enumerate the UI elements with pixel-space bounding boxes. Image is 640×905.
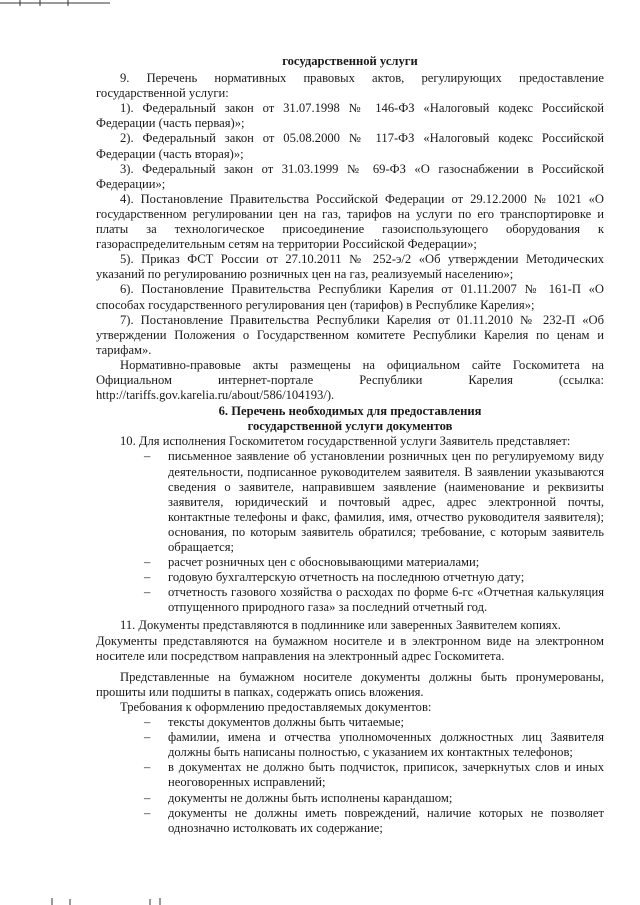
dash-bullet: – xyxy=(144,585,151,600)
list-item-text: годовую бухгалтерскую отчетность на последнюю отчетную дату; xyxy=(168,570,525,585)
paragraph-10: 10. Для исполнения Госкомитетом государственной услуги Заявитель представляет: xyxy=(120,434,571,449)
list-item xyxy=(144,791,604,806)
act-item: 1). Федеральный закон от 31.07.1998 № 146-ФЗ «Налоговый кодекс Российской Федерации (часть первая)»; xyxy=(96,101,604,131)
paragraph-requirements: Требования к оформлению предоставляемых документов: xyxy=(120,699,432,714)
dash-bullet: – xyxy=(144,555,151,570)
act-item: 4). Постановление Правительства Российской Федерации от 29.12.2000 № 1021 «О государственном регулировании цен на газ, тарифов на услуги по его транспортировке и платы за технологическое присоединение газоиспользующего оборудования к газораспределительным сетям на территории Российской Федерации»; xyxy=(96,191,604,252)
list-item-text: в документах не должно быть подчисток, приписок, зачеркнутых слов и иных неоговоренных исправлений; xyxy=(168,760,604,790)
paragraph-11: 11. Документы представляются в подлиннике или заверенных Заявителем копиях. xyxy=(120,618,561,633)
header-title: государственной услуги xyxy=(282,54,418,68)
paragraph-11-continued: Документы представляются на бумажном носителе и в электронном виде на электронном носителе или посредством направления на электронный адрес Госкомитета. xyxy=(96,633,604,663)
list-item xyxy=(144,806,604,836)
dash-bullet: – xyxy=(144,790,151,805)
section-6-title-line1: 6. Перечень необходимых для предоставления xyxy=(218,404,482,419)
list-item xyxy=(144,730,604,760)
list-item-text: фамилии, имена и отчества уполномоченных должностных лиц Заявителя должны быть написаны полностью, с указанием их контактных телефонов; xyxy=(168,730,604,760)
act-item: 2). Федеральный закон от 05.08.2000 № 117-ФЗ «Налоговый кодекс Российской Федерации (часть вторая)»; xyxy=(96,131,604,161)
dash-bullet: – xyxy=(144,715,151,730)
list-item xyxy=(144,555,604,570)
paragraph-9: 9. Перечень нормативных правовых актов, регулирующих предоставление государственной услуги: xyxy=(96,71,604,101)
act-item: 3). Федеральный закон от 31.03.1999 № 69-ФЗ «О газоснабжении в Российской Федерации»; xyxy=(96,161,604,191)
list-item-text: тексты документов должны быть читаемые; xyxy=(168,715,404,730)
paragraph-paper-documents: Представленные на бумажном носителе документы должны быть пронумерованы, прошиты или подшиты в папках, содержать опись вложения. xyxy=(96,669,604,699)
section-6-title-line2: государственной услуги документов xyxy=(247,419,453,434)
list-item xyxy=(144,585,604,615)
dash-bullet: – xyxy=(144,805,151,820)
list-item xyxy=(144,449,604,555)
section-6-title xyxy=(96,404,604,434)
list-item-text: отчетность газового хозяйства о расходах по форме 6-гс «Отчетная калькуляция отпущенного природного газа» за последний отчетный год. xyxy=(168,585,604,615)
list-item xyxy=(144,760,604,790)
list-item-text: расчет розничных цен с обосновывающими материалами; xyxy=(168,555,480,570)
acts-location-note: Нормативно-правовые акты размещены на официальном сайте Госкомитета на Официальном интернет-портале Республики Карелия (ссылка: http://tariffs.gov.karelia.ru/about/586/104193/). xyxy=(96,357,604,403)
act-item: 6). Постановление Правительства Республики Карелия от 01.11.2007 № 161-П «О способах государственного регулирования цен (тарифов) в Республике Карелия»; xyxy=(96,282,604,312)
document-page xyxy=(96,54,604,836)
act-item: 5). Приказ ФСТ России от 27.10.2011 № 252-э/2 «Об утверждении Методических указаний по регулированию розничных цен на газ, реализуемый населению»; xyxy=(96,252,604,282)
list-item xyxy=(144,715,604,730)
dash-bullet: – xyxy=(144,449,151,464)
list-item xyxy=(144,570,604,585)
dash-bullet: – xyxy=(144,760,151,775)
list-item-text: документы не должны иметь повреждений, наличие которых не позволяет однозначно истолковать их содержание; xyxy=(168,805,604,835)
dash-bullet: – xyxy=(144,730,151,745)
list-item-text: документы не должны быть исполнены карандашом; xyxy=(168,790,453,805)
act-item: 7). Постановление Правительства Республики Карелия от 01.11.2010 № 232-П «Об утверждении Положения о Государственном комитете Республики Карелия по ценам и тарифам». xyxy=(96,312,604,357)
list-item-text: письменное заявление об установлении розничных цен по регулируемому виду деятельности, подписанное руководителем заявителя. В заявлении указываются сведения о заявителе, направившем заявление (наименование и реквизиты заявителя, юридический и почтовый адрес, адрес электронной почты, контактные телефоны и факс, фамилия, имя, отчество руководителя заявителя); основания, по которым заявитель обратился; требование, с которым заявитель обращается; xyxy=(168,449,604,554)
dash-bullet: – xyxy=(144,570,151,585)
